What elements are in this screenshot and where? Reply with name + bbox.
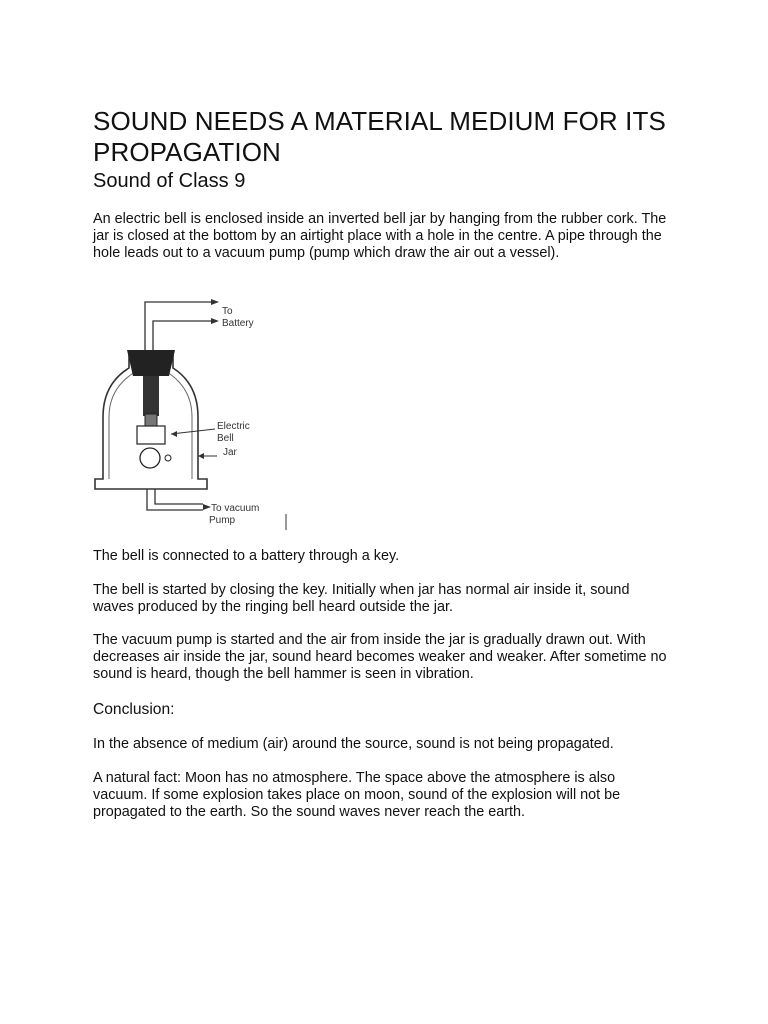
started-paragraph: The bell is started by closing the key. Initially when jar has normal air inside it, sound waves produced by the ringing bell heard outside the jar. xyxy=(93,582,630,615)
bell-coil xyxy=(145,414,157,426)
moon-paragraph: A natural fact: Moon has no atmosphere. The space above the atmosphere is also vacuum. If some explosion takes place on moon, sound of the explosion will not be propagated to the earth. So the sound waves never reach the earth. xyxy=(93,770,621,820)
label-to: To xyxy=(222,306,233,317)
battery-arrow-2 xyxy=(211,318,219,324)
page-subtitle: Sound of Class 9 xyxy=(93,170,246,192)
label-to-vacuum: To vacuum xyxy=(211,503,260,514)
bell-hammer xyxy=(165,455,171,461)
conclusion-heading: Conclusion: xyxy=(93,701,175,718)
bell-rod xyxy=(143,376,159,416)
electric-bell-pointer xyxy=(171,429,215,434)
label-battery: Battery xyxy=(222,318,254,329)
rubber-cork xyxy=(127,350,175,376)
bell-gong xyxy=(140,448,160,468)
battery-wire-outer xyxy=(145,302,211,352)
label-bell: Bell xyxy=(217,433,234,444)
intro-paragraph: An electric bell is enclosed inside an inverted bell jar by hanging from the rubber cork. The jar is closed at the bottom by an airtight place with a hole in the centre. A pipe through the hole leads out to a vacuum pump (pump which draw the air out a vessel). xyxy=(93,211,667,261)
page-title: SOUND NEEDS A MATERIAL MEDIUM FOR ITS PROPAGATION xyxy=(93,106,666,167)
absence-paragraph: In the absence of medium (air) around the source, sound is not being propagated. xyxy=(93,736,614,752)
jar-arrow xyxy=(198,453,204,459)
bell-box xyxy=(137,426,165,444)
battery-arrow-1 xyxy=(211,299,219,305)
label-pump: Pump xyxy=(209,515,236,526)
vacuum-paragraph: The vacuum pump is started and the air from inside the jar is gradually drawn out. With decreases air inside the jar, sound heard becomes weaker and weaker. After sometime no sound is heard, though the bell hammer is seen in vibration. xyxy=(93,632,667,682)
battery-wire-inner xyxy=(153,321,211,352)
vacuum-arrow xyxy=(203,504,211,510)
bell-jar-diagram xyxy=(93,292,293,532)
label-electric: Electric xyxy=(217,421,250,432)
vacuum-pipe-inner xyxy=(155,489,203,504)
battery-paragraph: The bell is connected to a battery through a key. xyxy=(93,548,400,564)
label-jar: Jar xyxy=(223,447,237,458)
electric-bell-arrow xyxy=(171,431,177,437)
